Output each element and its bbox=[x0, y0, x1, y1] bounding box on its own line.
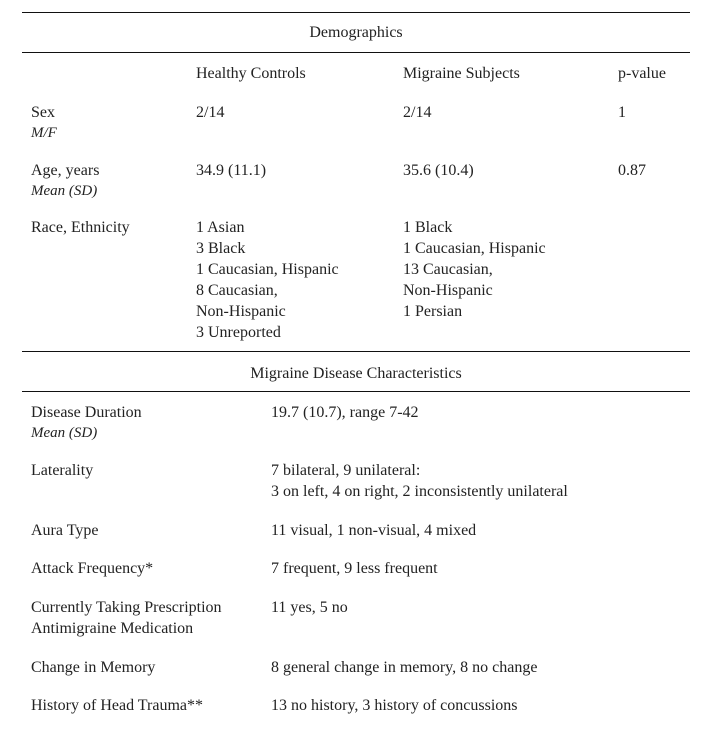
row-label-sex bbox=[31, 102, 57, 144]
race-controls-values bbox=[196, 217, 339, 343]
row-label-line: Currently Taking Prescription bbox=[31, 599, 222, 616]
characteristics-top-rule bbox=[22, 351, 690, 352]
list-item: 1 Caucasian, Hispanic bbox=[196, 261, 339, 278]
sex-migraine-value: 2/14 bbox=[403, 104, 432, 121]
row-label-laterality: Laterality bbox=[31, 462, 94, 479]
list-item: 13 Caucasian, bbox=[403, 261, 493, 278]
change-in-memory-value: 8 general change in memory, 8 no change bbox=[271, 659, 538, 676]
row-label-aura-type: Aura Type bbox=[31, 522, 99, 539]
demographics-title: Demographics bbox=[309, 24, 403, 41]
sex-p-value: 1 bbox=[618, 104, 626, 121]
attack-frequency-value: 7 frequent, 9 less frequent bbox=[271, 560, 438, 577]
row-label-age bbox=[31, 160, 99, 202]
value-line: 7 bilateral, 9 unilateral: bbox=[271, 462, 421, 479]
column-header-healthy-controls: Healthy Controls bbox=[196, 65, 306, 82]
row-label-race-ethnicity: Race, Ethnicity bbox=[31, 219, 130, 236]
row-label-change-in-memory: Change in Memory bbox=[31, 659, 156, 676]
row-sublabel: Mean (SD) bbox=[31, 183, 98, 199]
head-trauma-value: 13 no history, 3 history of concussions bbox=[271, 697, 518, 714]
characteristics-title: Migraine Disease Characteristics bbox=[250, 365, 462, 382]
age-p-value: 0.87 bbox=[618, 162, 646, 179]
age-migraine-value: 35.6 (10.4) bbox=[403, 162, 474, 179]
column-header-migraine-subjects: Migraine Subjects bbox=[403, 65, 520, 82]
demographics-title-rule bbox=[22, 52, 690, 53]
row-label-attack-frequency: Attack Frequency* bbox=[31, 560, 154, 577]
row-label-head-trauma: History of Head Trauma** bbox=[31, 697, 203, 714]
row-label-line: Antimigraine Medication bbox=[31, 620, 194, 637]
list-item: 1 Persian bbox=[403, 303, 463, 320]
race-migraine-values bbox=[403, 217, 546, 322]
row-label-disease-duration bbox=[31, 402, 142, 444]
list-item: Non-Hispanic bbox=[196, 303, 286, 320]
list-item: 8 Caucasian, bbox=[196, 282, 278, 299]
row-label-text: Sex bbox=[31, 104, 55, 121]
list-item: Non-Hispanic bbox=[403, 282, 493, 299]
column-header-p-value: p-value bbox=[618, 65, 666, 82]
sex-controls-value: 2/14 bbox=[196, 104, 225, 121]
row-label-text: Age, years bbox=[31, 162, 100, 179]
characteristics-title-rule bbox=[22, 391, 690, 392]
list-item: 1 Black bbox=[403, 219, 453, 236]
value-line: 3 on left, 4 on right, 2 inconsistently unilateral bbox=[271, 483, 568, 500]
list-item: 1 Asian bbox=[196, 219, 245, 236]
row-label-prescription-medication bbox=[31, 597, 222, 639]
table-top-rule bbox=[22, 12, 690, 13]
list-item: 3 Unreported bbox=[196, 324, 281, 341]
age-controls-value: 34.9 (11.1) bbox=[196, 162, 267, 179]
row-label-text: Disease Duration bbox=[31, 404, 142, 421]
list-item: 3 Black bbox=[196, 240, 246, 257]
disease-duration-value: 19.7 (10.7), range 7-42 bbox=[271, 404, 419, 421]
row-sublabel: Mean (SD) bbox=[31, 425, 98, 441]
prescription-medication-value: 11 yes, 5 no bbox=[271, 599, 348, 616]
list-item: 1 Caucasian, Hispanic bbox=[403, 240, 546, 257]
aura-type-value: 11 visual, 1 non-visual, 4 mixed bbox=[271, 522, 477, 539]
row-sublabel: M/F bbox=[31, 125, 57, 141]
laterality-value bbox=[271, 460, 568, 502]
